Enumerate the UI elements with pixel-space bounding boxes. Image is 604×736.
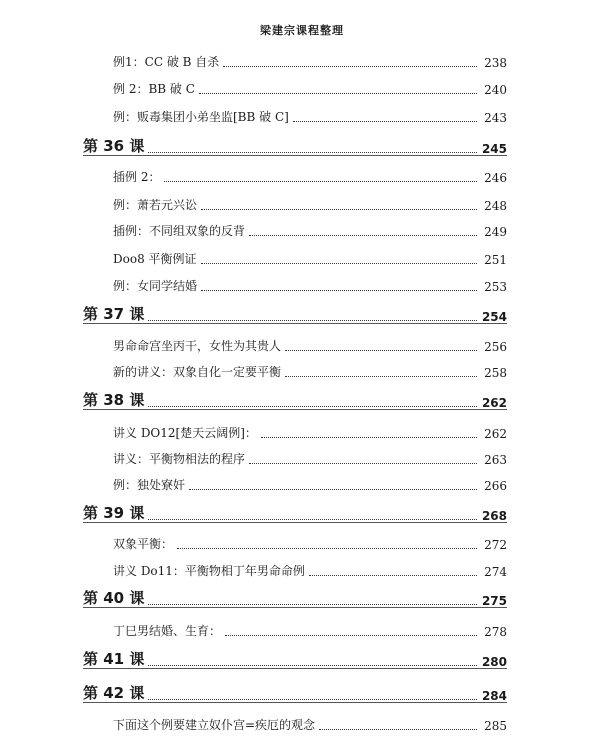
dot-leader xyxy=(261,437,477,438)
section-divider xyxy=(83,409,507,410)
dot-leader xyxy=(148,406,477,407)
section-divider xyxy=(83,702,507,703)
entry-title: 插例 2： xyxy=(113,170,161,184)
dot-leader xyxy=(148,604,477,605)
dot-leader xyxy=(164,181,477,182)
dot-leader xyxy=(285,350,477,351)
page-number: 243 xyxy=(484,111,507,125)
lesson-title: 第 37 课 xyxy=(83,305,145,323)
dot-leader xyxy=(225,635,477,636)
dot-leader xyxy=(319,729,477,730)
toc-lesson-heading xyxy=(83,502,507,523)
dot-leader xyxy=(148,699,477,700)
toc-entry xyxy=(113,53,507,70)
page-header: 梁建宗课程整理 xyxy=(260,24,344,37)
entry-title: 丁巳男结婚、生育： xyxy=(113,624,222,638)
toc-entry xyxy=(113,450,507,467)
toc-entry xyxy=(113,424,507,441)
toc-entry xyxy=(113,108,507,125)
entry-title: 例1：CC 破 B 自杀 xyxy=(113,55,220,69)
entry-title: 讲义：平衡物相法的程序 xyxy=(113,452,246,466)
dot-leader xyxy=(201,290,477,291)
toc-lesson-heading xyxy=(83,587,507,608)
page-number: 254 xyxy=(481,310,507,324)
dot-leader xyxy=(148,320,477,321)
toc-lesson-heading xyxy=(83,303,507,324)
toc-entry xyxy=(113,716,507,733)
entry-title: 例：贩毒集团小弟坐监[BB 破 C] xyxy=(113,110,289,124)
entry-title: 双象平衡： xyxy=(113,537,174,551)
entry-title: 新的讲义：双象自化一定要平衡 xyxy=(113,365,282,379)
entry-title: 插例：不同组双象的反背 xyxy=(113,224,246,238)
page-number: 280 xyxy=(481,655,507,669)
section-divider xyxy=(83,323,507,324)
page-number: 240 xyxy=(484,83,507,97)
dot-leader xyxy=(201,209,477,210)
page-number: 258 xyxy=(484,366,507,380)
lesson-title: 第 41 课 xyxy=(83,650,145,668)
entry-title: Doo8 平衡例证 xyxy=(113,252,197,266)
dot-leader xyxy=(201,263,477,264)
toc-entry xyxy=(113,250,507,267)
toc-lesson-heading xyxy=(83,648,507,669)
lesson-title: 第 40 课 xyxy=(83,589,145,607)
page-number: 262 xyxy=(484,427,507,441)
entry-title: 讲义 Do11：平衡物相丁年男命命例 xyxy=(113,564,305,578)
entry-title: 例：独处寮奸 xyxy=(113,478,186,492)
dot-leader xyxy=(293,121,477,122)
entry-title: 例：女同学结婚 xyxy=(113,279,198,293)
page-number: 272 xyxy=(484,538,507,552)
toc-entry xyxy=(113,222,507,239)
lesson-title: 第 38 课 xyxy=(83,391,145,409)
page-number: 245 xyxy=(481,142,507,156)
entry-title: 下面这个例要建立奴仆宫=疾厄的观念 xyxy=(113,718,316,732)
entry-title: 例：萧若元兴讼 xyxy=(113,198,198,212)
toc-entry xyxy=(113,363,507,380)
page-number: 253 xyxy=(484,280,507,294)
toc-lesson-heading xyxy=(83,682,507,703)
page-number: 248 xyxy=(484,199,507,213)
dot-leader xyxy=(189,489,477,490)
page-number: 274 xyxy=(484,565,507,579)
dot-leader xyxy=(199,93,477,94)
section-divider xyxy=(83,522,507,523)
entry-title: 例 2：BB 破 C xyxy=(113,82,195,96)
section-divider xyxy=(83,607,507,608)
toc-entry xyxy=(113,277,507,294)
toc-entry xyxy=(113,168,507,185)
dot-leader xyxy=(309,575,477,576)
dot-leader xyxy=(148,152,477,153)
dot-leader xyxy=(223,66,477,67)
section-divider xyxy=(83,155,507,156)
dot-leader xyxy=(148,519,477,520)
page-number: 249 xyxy=(484,225,507,239)
toc-entry xyxy=(113,80,507,97)
entry-title: 讲义 DO12[楚天云阔例]： xyxy=(113,426,257,440)
page-number: 275 xyxy=(481,594,507,608)
dot-leader xyxy=(177,548,477,549)
lesson-title: 第 39 课 xyxy=(83,504,145,522)
dot-leader xyxy=(285,376,477,377)
page-number: 268 xyxy=(481,509,507,523)
page-number: 278 xyxy=(484,625,507,639)
lesson-title: 第 42 课 xyxy=(83,684,145,702)
dot-leader xyxy=(249,235,477,236)
toc-entry xyxy=(113,622,507,639)
page-number: 238 xyxy=(484,56,507,70)
toc-entry xyxy=(113,337,507,354)
dot-leader xyxy=(249,463,477,464)
toc-lesson-heading xyxy=(83,389,507,410)
lesson-title: 第 36 课 xyxy=(83,137,145,155)
toc-lesson-heading xyxy=(83,135,507,156)
page-number: 251 xyxy=(484,253,507,267)
entry-title: 男命命宫坐丙干，女性为其贵人 xyxy=(113,339,282,353)
page-number: 262 xyxy=(481,396,507,410)
toc-entry xyxy=(113,196,507,213)
toc-entry xyxy=(113,476,507,493)
page-number: 266 xyxy=(484,479,507,493)
page-number: 285 xyxy=(484,719,507,733)
page-number: 246 xyxy=(484,171,507,185)
page-number: 263 xyxy=(484,453,507,467)
page-number: 256 xyxy=(484,340,507,354)
page-number: 284 xyxy=(481,689,507,703)
toc-entry xyxy=(113,535,507,552)
toc-entry xyxy=(113,562,507,579)
dot-leader xyxy=(148,665,477,666)
section-divider xyxy=(83,668,507,669)
